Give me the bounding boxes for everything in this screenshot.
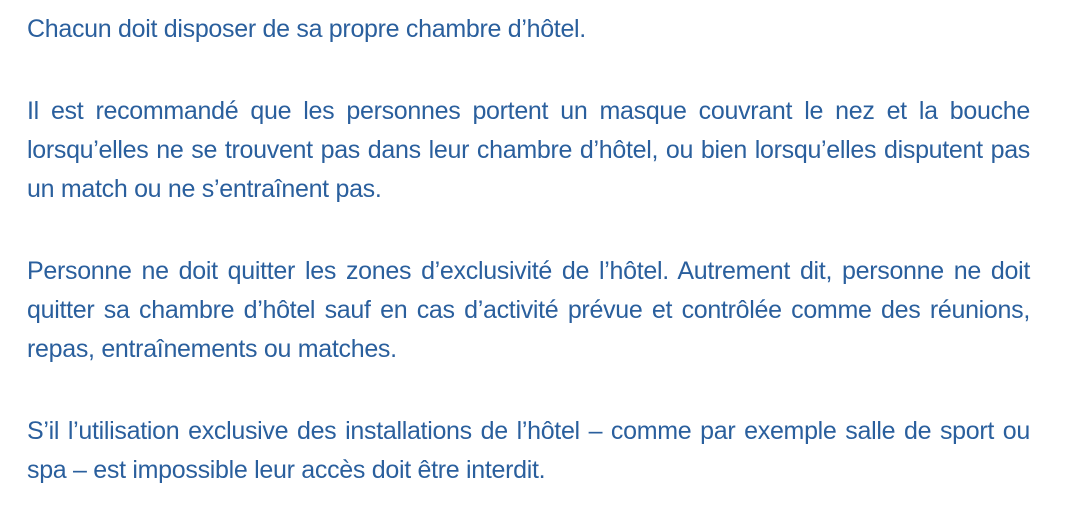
paragraph-4 (27, 412, 1030, 490)
paragraph-1 (27, 10, 1030, 49)
text-line: Il est recommandé que les personnes portent un masque couvrant le nez et la bouche (27, 97, 1030, 125)
paragraph-3 (27, 252, 1030, 369)
paragraph-2 (27, 92, 1030, 209)
text-line: spa – est impossible leur accès doit être interdit. (27, 456, 546, 484)
text-line: repas, entraînements ou matches. (27, 335, 397, 363)
text-line: un match ou ne s’entraînent pas. (27, 175, 382, 203)
text-line: S’il l’utilisation exclusive des installations de l’hôtel – comme par exemple salle de sport ou (27, 417, 1030, 445)
text-line: lorsqu’elles ne se trouvent pas dans leur chambre d’hôtel, ou bien lorsqu’elles disputent pas (27, 136, 1030, 164)
text-line: Personne ne doit quitter les zones d’exclusivité de l’hôtel. Autrement dit, personne ne doit (27, 257, 1030, 285)
text-line: quitter sa chambre d’hôtel sauf en cas d’activité prévue et contrôlée comme des réunions, (27, 296, 1030, 324)
text-line: Chacun doit disposer de sa propre chambre d’hôtel. (27, 15, 586, 43)
